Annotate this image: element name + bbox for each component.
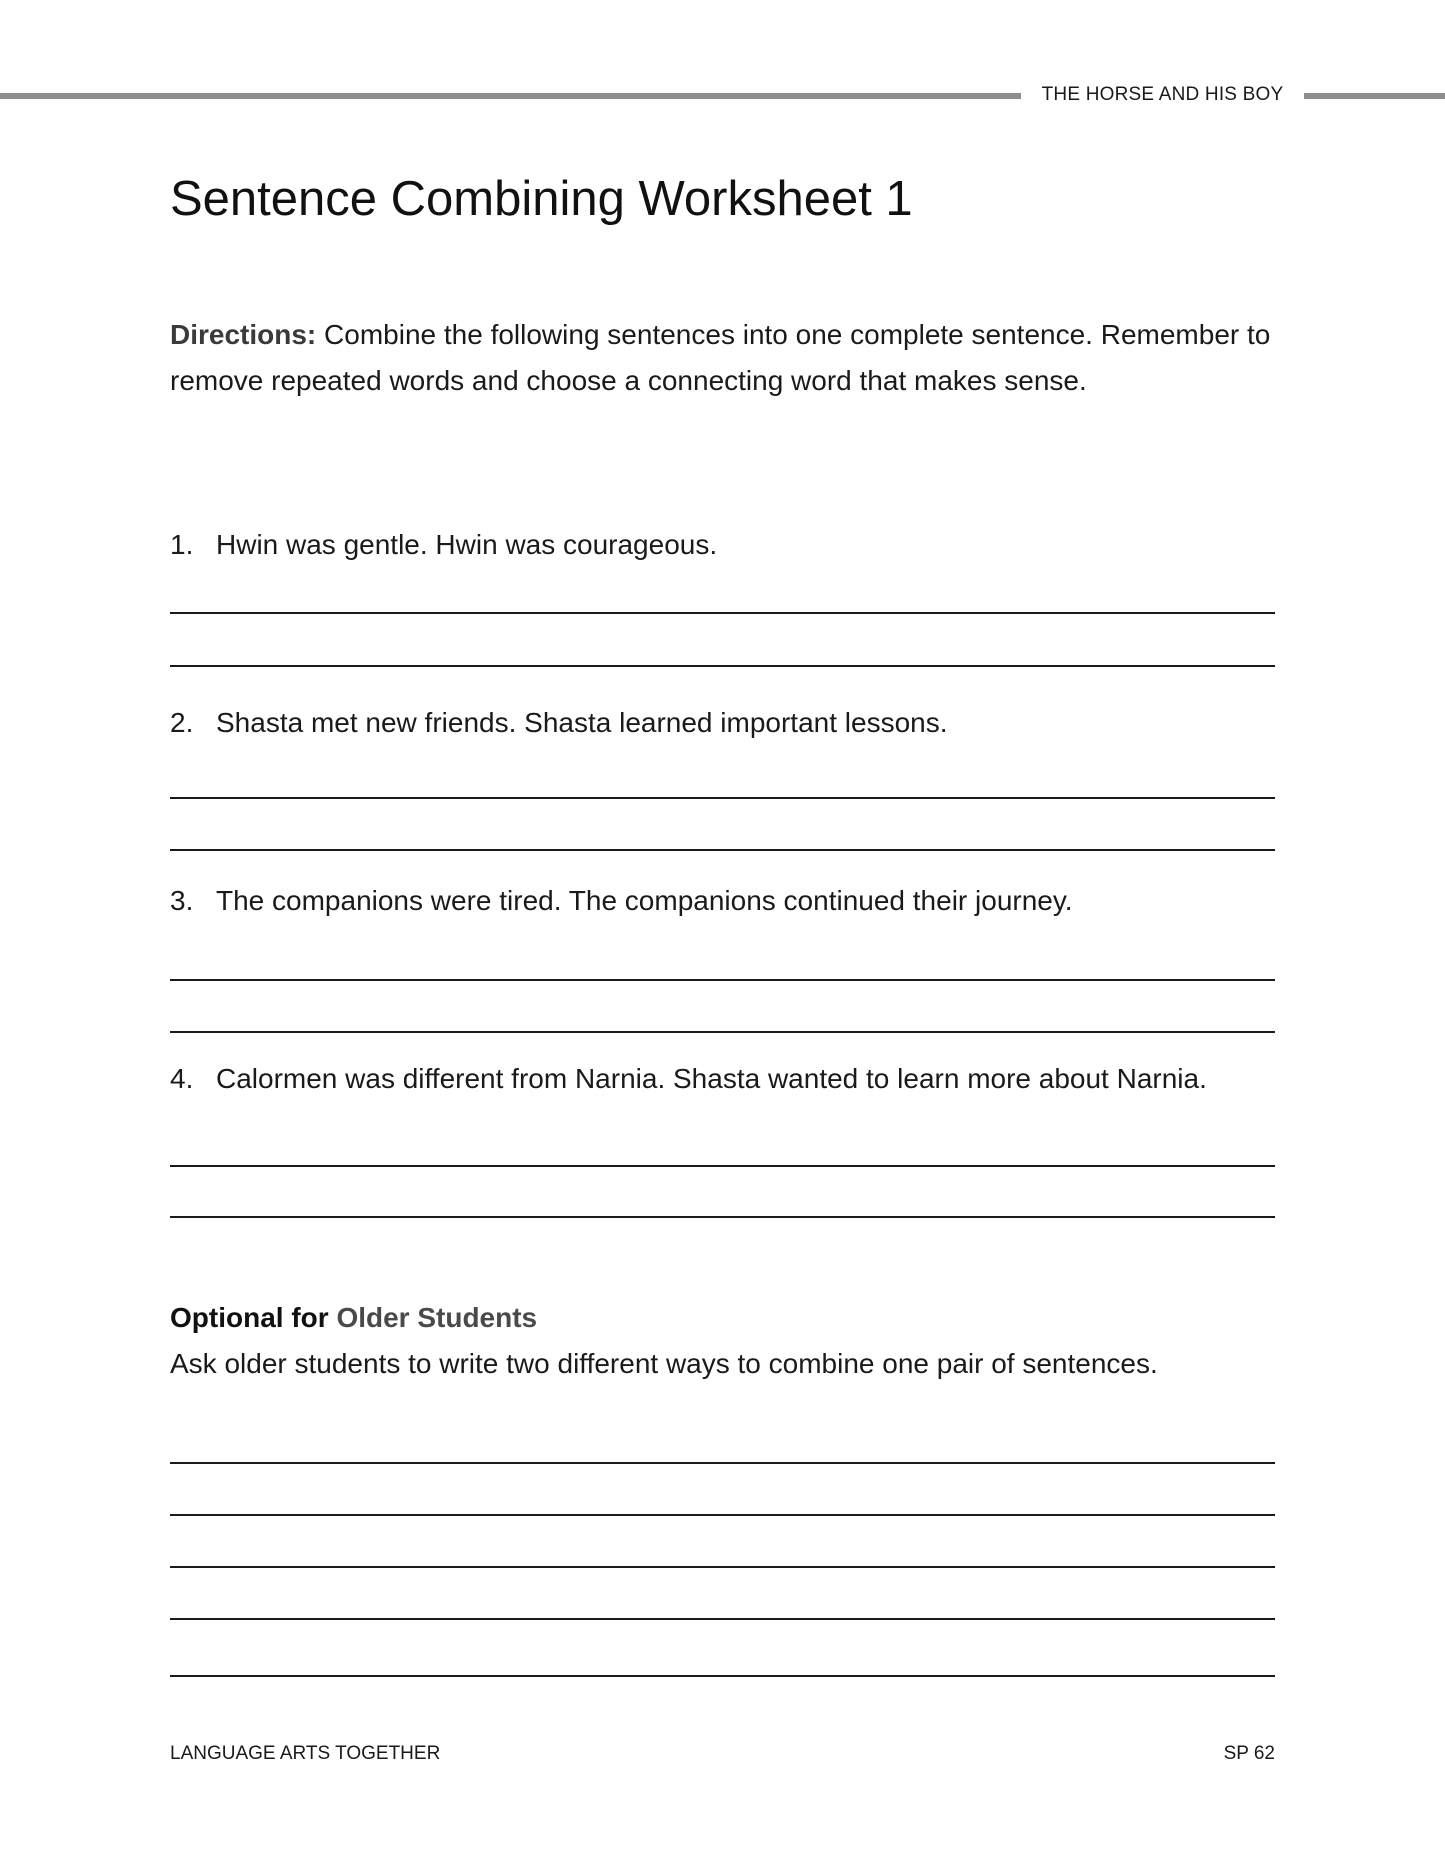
header-rule-left [0, 93, 1021, 99]
question-3 [170, 883, 1073, 919]
directions [170, 312, 1280, 404]
running-title: THE HORSE AND HIS BOY [1041, 84, 1284, 105]
answer-line-optional-4[interactable] [170, 1618, 1275, 1620]
answer-line-1b[interactable] [170, 665, 1275, 667]
answer-line-4a[interactable] [170, 1165, 1275, 1167]
answer-line-1a[interactable] [170, 612, 1275, 614]
footer-page-number: SP 62 [1223, 1743, 1275, 1764]
question-2 [170, 705, 948, 741]
question-text: The companions were tired. The companions continued their journey. [216, 885, 1073, 916]
answer-line-3b[interactable] [170, 1031, 1275, 1033]
question-number: 3. [170, 885, 194, 916]
answer-line-2b[interactable] [170, 849, 1275, 851]
answer-line-optional-1[interactable] [170, 1462, 1275, 1464]
question-number: 1. [170, 529, 194, 560]
optional-heading-prefix: Optional for [170, 1302, 329, 1333]
answer-line-optional-3[interactable] [170, 1566, 1275, 1568]
question-text: Shasta met new friends. Shasta learned important lessons. [216, 707, 948, 738]
optional-instructions: Ask older students to write two different ways to combine one pair of sentences. [170, 1348, 1158, 1379]
question-4 [170, 1061, 1207, 1097]
question-number: 2. [170, 707, 194, 738]
answer-line-optional-2[interactable] [170, 1514, 1275, 1516]
answer-line-optional-5[interactable] [170, 1675, 1275, 1677]
question-text: Hwin was gentle. Hwin was courageous. [216, 529, 718, 560]
directions-text: Combine the following sentences into one complete sentence. Remember to remove repeated words and choose a connecting word that makes sense. [170, 319, 1271, 396]
footer-book-title: LANGUAGE ARTS TOGETHER [170, 1743, 441, 1764]
optional-heading [170, 1300, 537, 1336]
optional-heading-accent: Older Students [336, 1302, 538, 1333]
answer-line-3a[interactable] [170, 979, 1275, 981]
question-1 [170, 527, 717, 563]
header-rule-right [1304, 93, 1445, 99]
answer-line-2a[interactable] [170, 797, 1275, 799]
question-number: 4. [170, 1063, 194, 1094]
directions-label: Directions: [170, 319, 317, 350]
page-title: Sentence Combining Worksheet 1 [170, 172, 913, 226]
answer-line-4b[interactable] [170, 1216, 1275, 1218]
question-text: Calormen was different from Narnia. Shasta wanted to learn more about Narnia. [216, 1063, 1207, 1094]
